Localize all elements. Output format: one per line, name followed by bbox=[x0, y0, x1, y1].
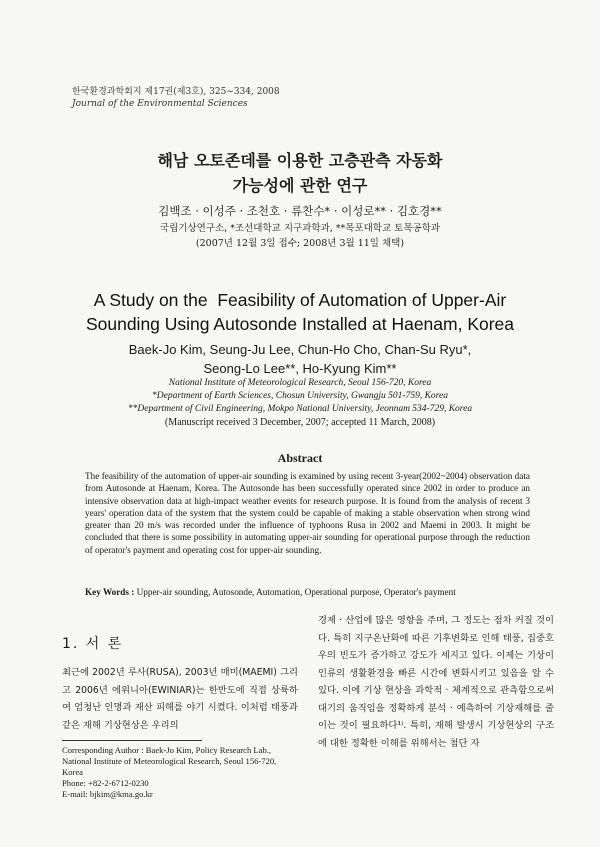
korean-title-line1: 해남 오토존데를 이용한 고층관측 자동화 bbox=[157, 151, 443, 170]
english-title bbox=[0, 288, 600, 336]
footnote-line1: Corresponding Author : Baek-Jo Kim, Policy Research Lab., bbox=[62, 745, 272, 755]
footnote-email: E-mail: bjkim@kma.go.kr bbox=[62, 789, 153, 799]
english-authors-line2: Seong-Lo Lee**, Ho-Kyung Kim** bbox=[203, 361, 397, 376]
abstract-heading: Abstract bbox=[277, 451, 323, 465]
english-affiliations bbox=[0, 377, 600, 416]
affiliation-3: **Department of Civil Engineering, Mokpo National University, Jeonnam 534-729, Korea bbox=[127, 404, 473, 414]
abstract-text: The feasibility of the automation of upper-air sounding is examined by using recent 3-year(2002~2004) observation data from Autosonde at Haenam, Korea. The Autosonde has been successfully operated since 2002 in order to produce an intensive observation data at high-impact weather events for research purpose. It is found from the analysis of recent 3 years' operation data of the system that the system could be capable of making a stable observation when strong wind greater than 20 m/s was recorded under the influence of typhoons Rusa in 2002 and Maemi in 2003. It might be concluded that there is some possibility in automating upper-air sounding for operational purpose through the reduction of operator's payment and operating cost for upper-air sounding. bbox=[85, 471, 530, 555]
english-authors bbox=[0, 340, 600, 378]
journal-name: Journal of the Environmental Sciences bbox=[72, 99, 248, 109]
intro-left-column: 최근에 2002년 루사(RUSA), 2003년 매미(MAEMI) 그리고 2006년 에위니아(EWINIAR)는 한반도에 직접 상륙하여 엄청난 인명과 재산 피해를 야기 시켰다. 이처럼 태풍과 같은 재해 기상현상은 우리의 bbox=[62, 667, 298, 731]
english-received: (Manuscript received 3 December, 2007; accepted 11 March, 2008) bbox=[164, 417, 436, 428]
footnote-line3: Korea bbox=[62, 767, 83, 777]
english-title-line2: Sounding Using Autosonde Installed at Haenam, Korea bbox=[85, 314, 515, 334]
keywords-label: Key Words : bbox=[85, 587, 135, 597]
affiliation-1: National Institute of Meteorological Research, Seoul 156-720, Korea bbox=[168, 378, 432, 388]
footnote-phone: Phone: +82-2-6712-0230 bbox=[62, 778, 149, 788]
section-heading: 1. 서 론 bbox=[62, 636, 124, 652]
keywords bbox=[85, 586, 535, 598]
english-title-line1: A Study on the Feasibility of Automation of Upper-Air bbox=[93, 290, 507, 310]
korean-title-line2: 가능성에 관한 연구 bbox=[232, 176, 368, 195]
keywords-list: Upper-air sounding, Autosonde, Automation, Operational purpose, Operator's payment bbox=[136, 587, 456, 597]
journal-citation: 한국환경과학회지 제17권(제3호), 325~334, 2008 bbox=[72, 87, 280, 97]
korean-title bbox=[0, 148, 600, 198]
korean-affiliation: 국립기상연구소, *조선대학교 지구과학과, **목포대학교 토목공학과 bbox=[159, 223, 441, 234]
affiliation-2: *Department of Earth Sciences, Chosun University, Gwangju 501-759, Korea bbox=[152, 391, 448, 401]
footnote-divider bbox=[62, 740, 202, 741]
journal-header bbox=[72, 86, 280, 110]
footnote-line2: National Institute of Meteorological Research, Seoul 156-720, bbox=[62, 756, 277, 766]
korean-authors: 김백조 · 이성주 · 조천호 · 류찬수* · 이성로** · 김호경** bbox=[158, 204, 442, 218]
corresponding-author-footnote bbox=[62, 745, 302, 800]
english-authors-line1: Baek-Jo Kim, Seung-Ju Lee, Chun-Ho Cho, Chan-Su Ryu*, bbox=[128, 342, 472, 357]
intro-right-column: 경제 · 산업에 많은 영향을 주며, 그 정도는 점차 커질 것이다. 특히 지구온난화에 따른 기후변화로 인해 태풍, 집중호우의 빈도가 증가하고 강도가 세지고 있다. 이제는 기상이 인류의 생활환경을 빠른 시간에 변화시키고 있음을 알 수 있다. 이에 기상 현상을 과학적 · 체계적으로 관측함으로써 대기의 움직임을 정확하게 분석 · 예측하여 기상재해를 줄이는 것이 필요하다¹⁾. 특히, 재해 발생시 기상현상의 구조에 대한 정확한 이해를 위해서는 첨단 자 bbox=[318, 615, 554, 749]
korean-received: (2007년 12월 3일 접수; 2008년 3월 11일 채택) bbox=[195, 238, 405, 249]
